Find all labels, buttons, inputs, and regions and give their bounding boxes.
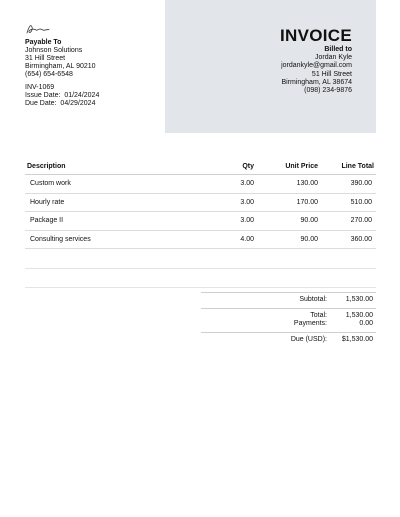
issue-date-label: Issue Date: [25, 92, 61, 100]
divider [25, 268, 376, 269]
payments-row [201, 320, 376, 329]
table-row [25, 212, 376, 231]
amount-due-section [201, 332, 376, 348]
client-email: jordankyle@gmail.com [281, 62, 352, 70]
payee-name: Johnson Solutions [25, 47, 83, 54]
column-header-unit-price: Unit Price [254, 159, 318, 175]
invoice-number: INV-1069 [25, 84, 55, 91]
billing-panel [165, 0, 376, 133]
column-header-qty: Qty [222, 159, 254, 175]
column-header-description: Description [25, 159, 222, 175]
item-qty: 3.00 [222, 193, 254, 212]
item-description: Hourly rate [25, 193, 222, 212]
payable-to-block [25, 39, 96, 79]
subtotal-section [201, 292, 376, 308]
total-label: Total: [310, 311, 327, 319]
amount-due-value: $1,530.00 [341, 335, 373, 343]
item-unit-price: 90.00 [254, 212, 318, 231]
item-qty: 3.00 [222, 175, 254, 194]
client-name: Jordan Kyle [315, 54, 352, 62]
payee-address-line1: 31 Hill Street [25, 55, 66, 62]
payable-to-heading: Payable To [25, 39, 62, 46]
table-row [25, 230, 376, 249]
item-description: Custom work [25, 175, 222, 194]
table-row [25, 175, 376, 194]
payee-address-line2: Birmingham, AL 90210 [25, 63, 96, 70]
invoice-meta [25, 84, 99, 109]
due-date-row [25, 100, 99, 108]
item-line-total: 360.00 [318, 230, 376, 249]
divider [25, 287, 376, 288]
item-line-total: 270.00 [318, 212, 376, 231]
item-line-total: 510.00 [318, 193, 376, 212]
payments-label: Payments: [293, 320, 327, 327]
line-items-table [25, 159, 376, 249]
item-description: Consulting services [25, 230, 222, 249]
issue-date-value: 01/24/2024 [64, 92, 100, 100]
table-header-row [25, 159, 376, 175]
subtotal-label: Subtotal: [299, 296, 327, 303]
total-row [201, 312, 376, 321]
client-phone: (098) 234-9876 [304, 87, 352, 95]
billed-to-heading: Billed to [324, 46, 352, 53]
client-address-line2: Birmingham, AL 38674 [281, 78, 352, 86]
item-description: Package II [25, 212, 222, 231]
item-line-total: 390.00 [318, 175, 376, 194]
subtotal-value: 1,530.00 [345, 296, 373, 303]
table-row [25, 193, 376, 212]
total-section [201, 308, 376, 332]
client-address-line1: 51 Hill Street [311, 70, 352, 78]
item-unit-price: 90.00 [254, 230, 318, 249]
item-qty: 4.00 [222, 230, 254, 249]
signature-logo [25, 22, 51, 36]
billed-to-block [281, 46, 352, 95]
item-unit-price: 130.00 [254, 175, 318, 194]
due-date-value: 04/29/2024 [60, 100, 96, 108]
total-value: 1,530.00 [345, 311, 373, 319]
amount-due-row [201, 336, 376, 345]
issue-date-row [25, 92, 99, 100]
payments-value: 0.00 [359, 320, 373, 327]
payee-phone: (654) 654-6548 [25, 71, 73, 78]
totals-block [201, 292, 376, 347]
amount-due-label: Due (USD): [290, 335, 327, 343]
due-date-label: Due Date: [25, 100, 57, 108]
item-qty: 3.00 [222, 212, 254, 231]
item-unit-price: 170.00 [254, 193, 318, 212]
column-header-line-total: Line Total [318, 159, 376, 175]
invoice-title: INVOICE [279, 26, 352, 45]
subtotal-row [201, 296, 376, 305]
